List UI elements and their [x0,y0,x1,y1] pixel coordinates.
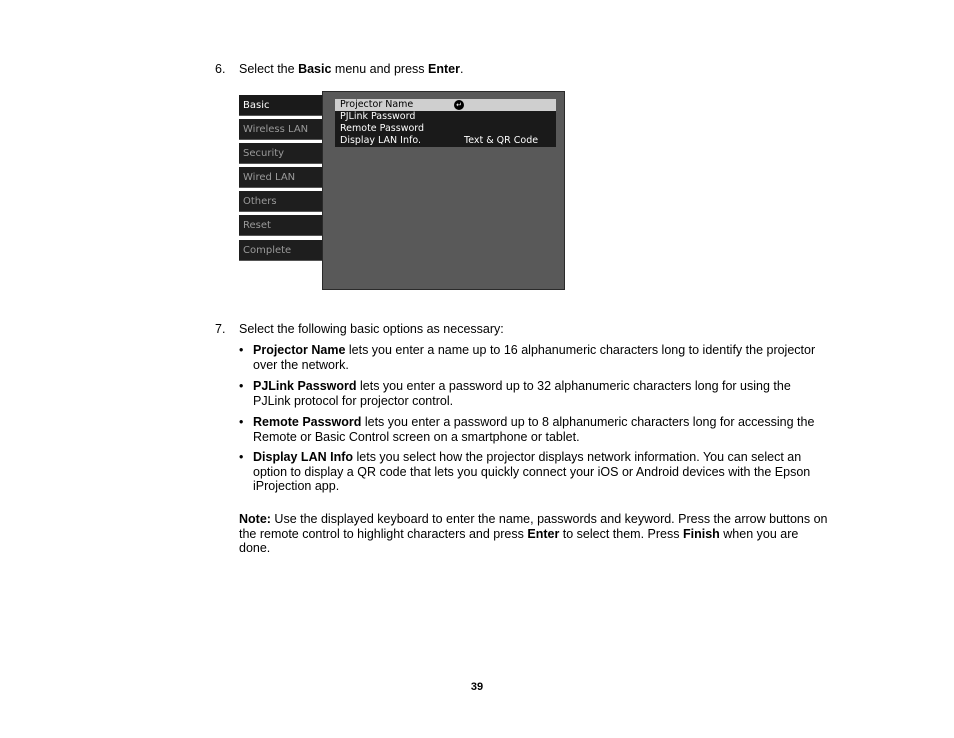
bullet-body [253,343,829,372]
menu-item-label: Remote Password [340,123,425,134]
note-text: to select them. Press [559,526,683,541]
tab-others: Others [239,191,322,212]
bullet-body [253,415,829,444]
bold-enter: Enter [527,526,560,541]
bullet-term: Remote Password [253,415,362,429]
bullet-body [253,450,829,494]
bullet-dot: • [239,379,244,393]
step-number: 6. [215,62,226,76]
note-text: when you are done. [239,526,799,555]
tab-reset: Reset [239,215,322,236]
text-run: menu and press [331,62,429,76]
bold-basic: Basic [298,62,332,76]
projector-menu-screenshot [239,91,565,290]
bold-enter: Enter [428,62,460,76]
bullet-term: Display LAN Info [253,450,354,464]
tab-complete: Complete [239,240,322,261]
menu-item-display-lan-info [335,135,556,147]
bullet-text: lets you enter a password up to 32 alphanumeric characters long for using the PJLink protocol for projector control. [253,379,791,408]
menu-panel [322,91,565,290]
note [239,512,829,556]
bullet-dot: • [239,415,244,429]
text-run: Select the [239,62,299,76]
menu-item-label: Display LAN Info. [340,135,422,146]
bullet-dot: • [239,343,244,357]
bullet-text: lets you enter a name up to 16 alphanumeric characters long to identify the projector over the network. [253,343,816,372]
menu-item-projector-name [335,99,556,111]
menu-item-value: Text & QR Code [464,135,539,146]
page-number: 39 [470,681,484,693]
menu-item-label: PJLink Password [340,111,416,122]
bullet-dot: • [239,450,244,464]
tab-wireless-lan: Wireless LAN [239,119,322,140]
menu-item-pjlink-password [335,111,556,123]
note-label: Note: [239,512,271,526]
note-text: Use the displayed keyboard to enter the name, passwords and keyword. Press the arrow buttons on the remote control to highlight characters and press [239,512,828,541]
bullet-text: lets you select how the projector displays network information. You can select an option to display a QR code that lets you quickly connect your iOS or Android devices with the Epson iProjection app. [253,450,811,493]
menu-item-label: Projector Name [340,99,414,110]
bold-finish: Finish [682,526,720,541]
bullet-term: Projector Name [253,343,346,357]
text-run: . [459,62,464,76]
bullet-text: lets you enter a password up to 8 alphanumeric characters long for accessing the Remote or Basic Control screen on a smartphone or tablet. [253,415,815,444]
bullet-term: PJLink Password [253,379,357,393]
tab-security: Security [239,143,322,164]
tab-basic: Basic [239,95,322,116]
step-text [239,62,463,77]
step-text: Select the following basic options as necessary: [239,322,504,336]
menu-item-remote-password [335,123,556,135]
step-number: 7. [215,322,226,336]
tab-wired-lan: Wired LAN [239,167,322,188]
enter-icon: ↵ [454,100,464,110]
bullet-body [253,379,829,408]
